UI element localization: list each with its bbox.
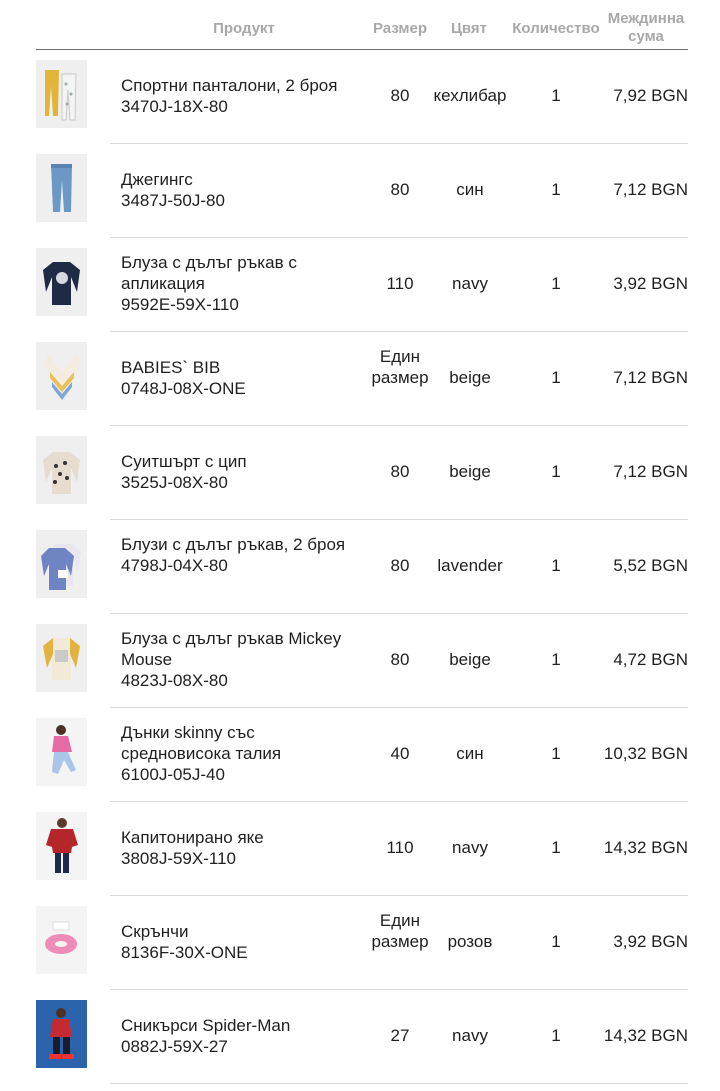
product-info [121, 628, 361, 691]
product-thumbnail[interactable] [36, 906, 87, 974]
product-subtotal: 7,12 BGN [613, 368, 688, 387]
product-color: кехлибар [433, 86, 507, 105]
product-quantity: 1 [551, 274, 561, 293]
cart-item-row [0, 520, 720, 614]
product-sku: 3808J-59X-110 [121, 849, 236, 868]
product-info [121, 722, 361, 785]
product-name[interactable]: BABIES` BIB [121, 358, 221, 377]
product-color: розов [447, 932, 493, 951]
cart-table-header [36, 0, 688, 50]
product-info [121, 1015, 361, 1057]
product-size: 80 [390, 180, 410, 199]
product-sku: 4823J-08X-80 [121, 671, 228, 690]
cart-item-row [0, 50, 720, 144]
quilted-jacket-model-icon [36, 812, 87, 880]
product-subtotal: 3,92 BGN [613, 932, 688, 951]
cart-item-row [0, 238, 720, 332]
product-size: 80 [390, 462, 410, 481]
cart-item-row [0, 144, 720, 238]
product-quantity: 1 [551, 86, 561, 105]
product-info [121, 534, 361, 576]
product-quantity: 1 [551, 744, 561, 763]
product-size: 80 [390, 86, 410, 105]
product-quantity: 1 [551, 368, 561, 387]
cart-item-row [0, 332, 720, 426]
cart-item-row [0, 426, 720, 520]
product-quantity: 1 [551, 1026, 561, 1045]
product-thumbnail[interactable] [36, 60, 87, 128]
product-quantity: 1 [551, 932, 561, 951]
cart-item-row [0, 990, 720, 1084]
header-size: Размер [372, 20, 428, 37]
cart-item-row [0, 802, 720, 896]
product-info [121, 169, 361, 211]
header-subtotal: Междинна сума [607, 10, 685, 45]
bib-icon [36, 342, 87, 410]
product-name[interactable]: Капитонирано яке [121, 828, 264, 847]
cart-item-row [0, 614, 720, 708]
product-thumbnail[interactable] [36, 1000, 87, 1068]
product-name[interactable]: Скрънчи [121, 922, 189, 941]
cart-item-row [0, 708, 720, 802]
product-name[interactable]: Дънки skinny със средновисока талия [121, 723, 282, 763]
skinny-jeans-model-icon [36, 718, 87, 786]
product-color: син [456, 180, 484, 199]
product-info [121, 827, 361, 869]
product-info [121, 921, 361, 963]
product-info [121, 252, 361, 315]
product-subtotal: 7,12 BGN [613, 462, 688, 481]
navy-longsleeve-icon [36, 248, 87, 316]
product-name[interactable]: Спортни панталони, 2 броя [121, 76, 338, 95]
product-color: navy [452, 1026, 488, 1045]
scrunchie-icon [36, 906, 87, 974]
product-color: син [456, 744, 484, 763]
product-thumbnail[interactable] [36, 154, 87, 222]
product-sku: 3487J-50J-80 [121, 191, 225, 210]
product-quantity: 1 [551, 462, 561, 481]
product-sku: 3525J-08X-80 [121, 473, 228, 492]
mickey-top-icon [36, 624, 87, 692]
product-color: navy [452, 274, 488, 293]
product-color: beige [449, 462, 491, 481]
product-sku: 0748J-08X-ONE [121, 379, 246, 398]
product-thumbnail[interactable] [36, 624, 87, 692]
product-quantity: 1 [551, 838, 561, 857]
product-quantity: 1 [551, 180, 561, 199]
product-sku: 6100J-05J-40 [121, 765, 225, 784]
product-size: 27 [390, 1026, 410, 1045]
product-quantity: 1 [551, 650, 561, 669]
product-subtotal: 4,72 BGN [613, 650, 688, 669]
product-size: Един размер [371, 347, 429, 387]
product-size: 80 [390, 650, 410, 669]
product-thumbnail[interactable] [36, 436, 87, 504]
header-quantity: Количество [512, 20, 600, 37]
cart-item-row [0, 896, 720, 990]
product-color: beige [449, 368, 491, 387]
product-thumbnail[interactable] [36, 248, 87, 316]
product-color: beige [449, 650, 491, 669]
product-name[interactable]: Блуза с дълъг ръкав с апликация [121, 253, 297, 293]
header-color: Цвят [450, 20, 488, 37]
yellow-pants-icon [36, 60, 87, 128]
product-size: 80 [390, 556, 410, 575]
product-name[interactable]: Суитшърт с цип [121, 452, 247, 471]
product-sku: 4798J-04X-80 [121, 556, 228, 575]
product-info [121, 357, 361, 399]
beige-sweatshirt-icon [36, 436, 87, 504]
product-sku: 8136F-30X-ONE [121, 943, 248, 962]
product-thumbnail[interactable] [36, 342, 87, 410]
product-quantity: 1 [551, 556, 561, 575]
blue-jeggings-icon [36, 154, 87, 222]
product-size: 110 [386, 838, 414, 857]
header-product: Продукт [213, 20, 275, 37]
product-thumbnail[interactable] [36, 530, 87, 598]
product-name[interactable]: Блузи с дълъг ръкав, 2 броя [121, 535, 346, 554]
product-sku: 9592E-59X-110 [121, 295, 239, 314]
product-size: Един размер [371, 911, 429, 951]
product-subtotal: 3,92 BGN [613, 274, 688, 293]
product-subtotal: 10,32 BGN [603, 744, 688, 763]
product-subtotal: 14,32 BGN [603, 838, 688, 857]
product-info [121, 451, 361, 493]
product-subtotal: 14,32 BGN [603, 1026, 688, 1045]
product-subtotal: 7,12 BGN [613, 180, 688, 199]
product-sku: 3470J-18X-80 [121, 97, 228, 116]
product-thumbnail[interactable] [36, 718, 87, 786]
product-name[interactable]: Джегингс [121, 170, 193, 189]
product-size: 110 [386, 274, 414, 293]
lavender-tops-icon [36, 530, 87, 598]
product-subtotal: 5,52 BGN [613, 556, 688, 575]
sneakers-model-icon [36, 1000, 87, 1068]
product-color: navy [452, 838, 488, 857]
product-name[interactable]: Блуза с дълъг ръкав Mickey Mouse [121, 629, 342, 669]
product-size: 40 [390, 744, 410, 763]
product-info [121, 75, 361, 117]
product-color: lavender [437, 556, 503, 575]
product-thumbnail[interactable] [36, 812, 87, 880]
product-name[interactable]: Сникърси Spider-Man [121, 1016, 291, 1035]
product-subtotal: 7,92 BGN [613, 86, 688, 105]
row-divider [110, 1083, 688, 1084]
product-sku: 0882J-59X-27 [121, 1037, 228, 1056]
